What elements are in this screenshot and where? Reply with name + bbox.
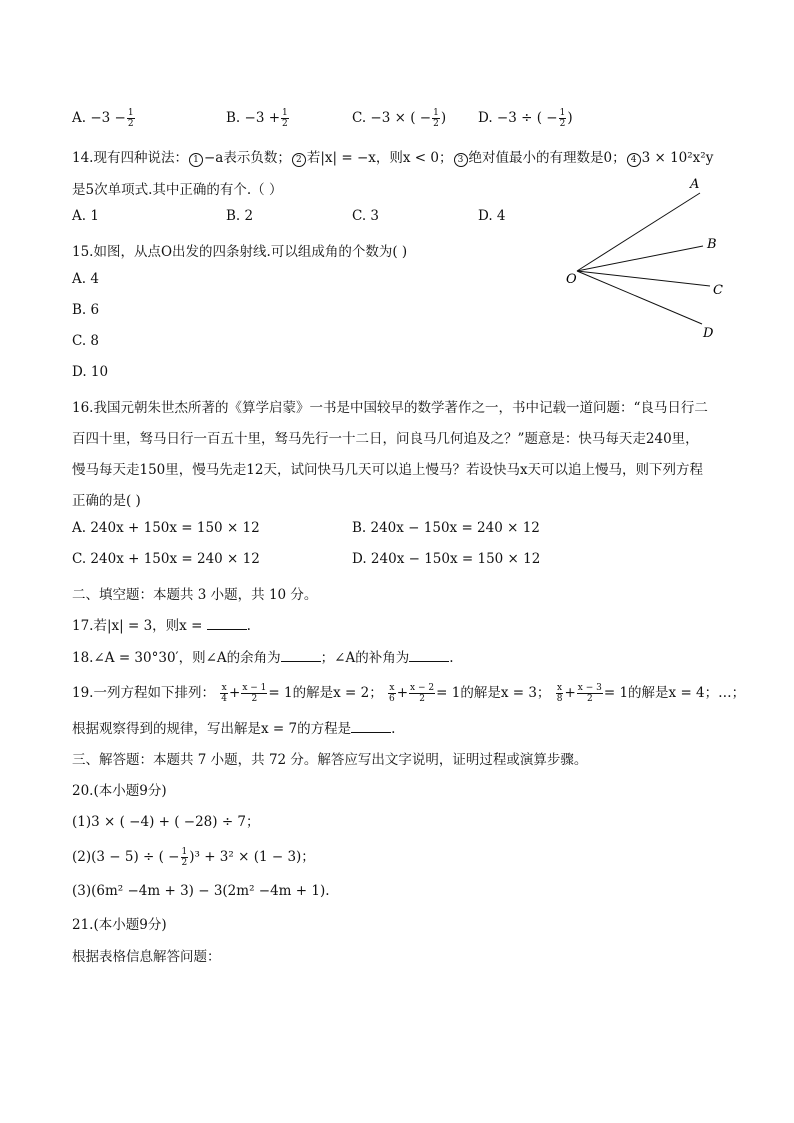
q13-option-a: A. −3 − $\frac{1}{2}$ bbox=[72, 108, 134, 129]
label-c: C bbox=[713, 283, 723, 298]
q15-stem: 15.如图，从点O出发的四条射线.可以组成角的个数为( ) bbox=[72, 244, 408, 260]
q14-option-b: B. 2 bbox=[226, 208, 254, 224]
q21-heading: 21.(本小题9分) bbox=[72, 917, 167, 933]
q14-stem-line2: 是5次单项式.其中正确的有个.（ ） bbox=[72, 182, 283, 198]
q14-option-a: A. 1 bbox=[72, 208, 99, 224]
q14-stem-line1: 14.现有四种说法： 1 −a表示负数； 2 若|x| = −x，则x < 0； 3 绝对值最小的有理数是0； 4 3 × 10²x²y bbox=[72, 150, 714, 166]
label-o: O bbox=[566, 272, 577, 287]
q13-option-b: B. −3 + $\frac{1}{2}$ bbox=[226, 108, 288, 129]
q17: 17.若|x| = 3，则x = . bbox=[72, 614, 251, 634]
q15-option-d: D. 10 bbox=[72, 364, 109, 380]
q16-stem-line2: 百四十里，驽马日行一百五十里，驽马先行一十二日，问良马几何追及之？”题意是：快马每天走240里， bbox=[72, 431, 699, 447]
q16-option-d: D. 240x − 150x = 150 × 12 bbox=[352, 551, 541, 567]
q15-option-a: A. 4 bbox=[72, 271, 99, 287]
q19-line2: 根据观察得到的规律，写出解是x = 7的方程是 . bbox=[72, 717, 395, 737]
q16-stem-line3: 慢马每天走150里，慢马先走12天，试问快马几天可以追上慢马？若设快马x天可以追上慢马，则下列方程 bbox=[72, 462, 704, 478]
q18: 18.∠A = 30°30′，则∠A的余角为 ；∠A的补角为 . bbox=[72, 646, 454, 666]
q20-part2: (2)(3 − 5) ÷ ( − $\frac{1}{2}$ )³ + 3² × (1 − 3)； bbox=[72, 847, 315, 868]
q17-answer-blank bbox=[207, 615, 247, 630]
q16-option-c: C. 240x + 150x = 240 × 12 bbox=[72, 551, 260, 567]
q19-answer-blank bbox=[351, 718, 391, 733]
section-solve-heading: 三、解答题：本题共 7 小题，共 72 分。解答应写出文字说明，证明过程或演算步骤。 bbox=[72, 752, 588, 768]
q16-stem-line4: 正确的是( ) bbox=[72, 493, 141, 509]
label-d: D bbox=[703, 326, 714, 341]
q14-option-c: C. 3 bbox=[352, 208, 380, 224]
q20-part3: (3)(6m² −4m + 3) − 3(2m² −4m + 1). bbox=[72, 883, 330, 899]
q14-option-d: D. 4 bbox=[478, 208, 506, 224]
label-b: B bbox=[707, 237, 717, 252]
q20-heading: 20.(本小题9分) bbox=[72, 783, 167, 799]
ray-od bbox=[577, 271, 702, 324]
q13-option-d: D. −3 ÷ ( − $\frac{1}{2}$ ) bbox=[478, 108, 573, 129]
q16-option-a: A. 240x + 150x = 150 × 12 bbox=[72, 520, 260, 536]
rays-figure bbox=[550, 170, 740, 345]
q19-line1: 19.一列方程如下排列： $\frac{x}{4}$ + $\frac{x - 1}{2}$ = 1的解是x = 2； $\frac{x}{6}$ + $\frac{x - 2}{2}$ = 1的解是x = 3； $\frac{x}{8}$ + $\frac{x - 3}{2}$ = 1的解是x = 4；…； bbox=[72, 683, 746, 704]
q16-option-b: B. 240x − 150x = 240 × 12 bbox=[352, 520, 540, 536]
q16-stem-line1: 16.我国元朝朱世杰所著的《算学启蒙》一书是中国较早的数学著作之一，书中记载一道问题：“良马日行二 bbox=[72, 400, 708, 416]
q18-answer-blank-2 bbox=[409, 647, 449, 662]
q15-option-c: C. 8 bbox=[72, 333, 100, 349]
q13-option-c: C. −3 × ( − $\frac{1}{2}$ ) bbox=[352, 108, 447, 129]
q15-option-b: B. 6 bbox=[72, 302, 100, 318]
ray-oc bbox=[577, 271, 710, 286]
q21-body: 根据表格信息解答问题： bbox=[72, 949, 221, 965]
q18-answer-blank-1 bbox=[281, 647, 321, 662]
section-fill-in-heading: 二、填空题：本题共 3 小题，共 10 分。 bbox=[72, 587, 318, 603]
label-a: A bbox=[690, 177, 700, 192]
q20-part1: (1)3 × ( −4) + ( −28) ÷ 7； bbox=[72, 814, 260, 830]
